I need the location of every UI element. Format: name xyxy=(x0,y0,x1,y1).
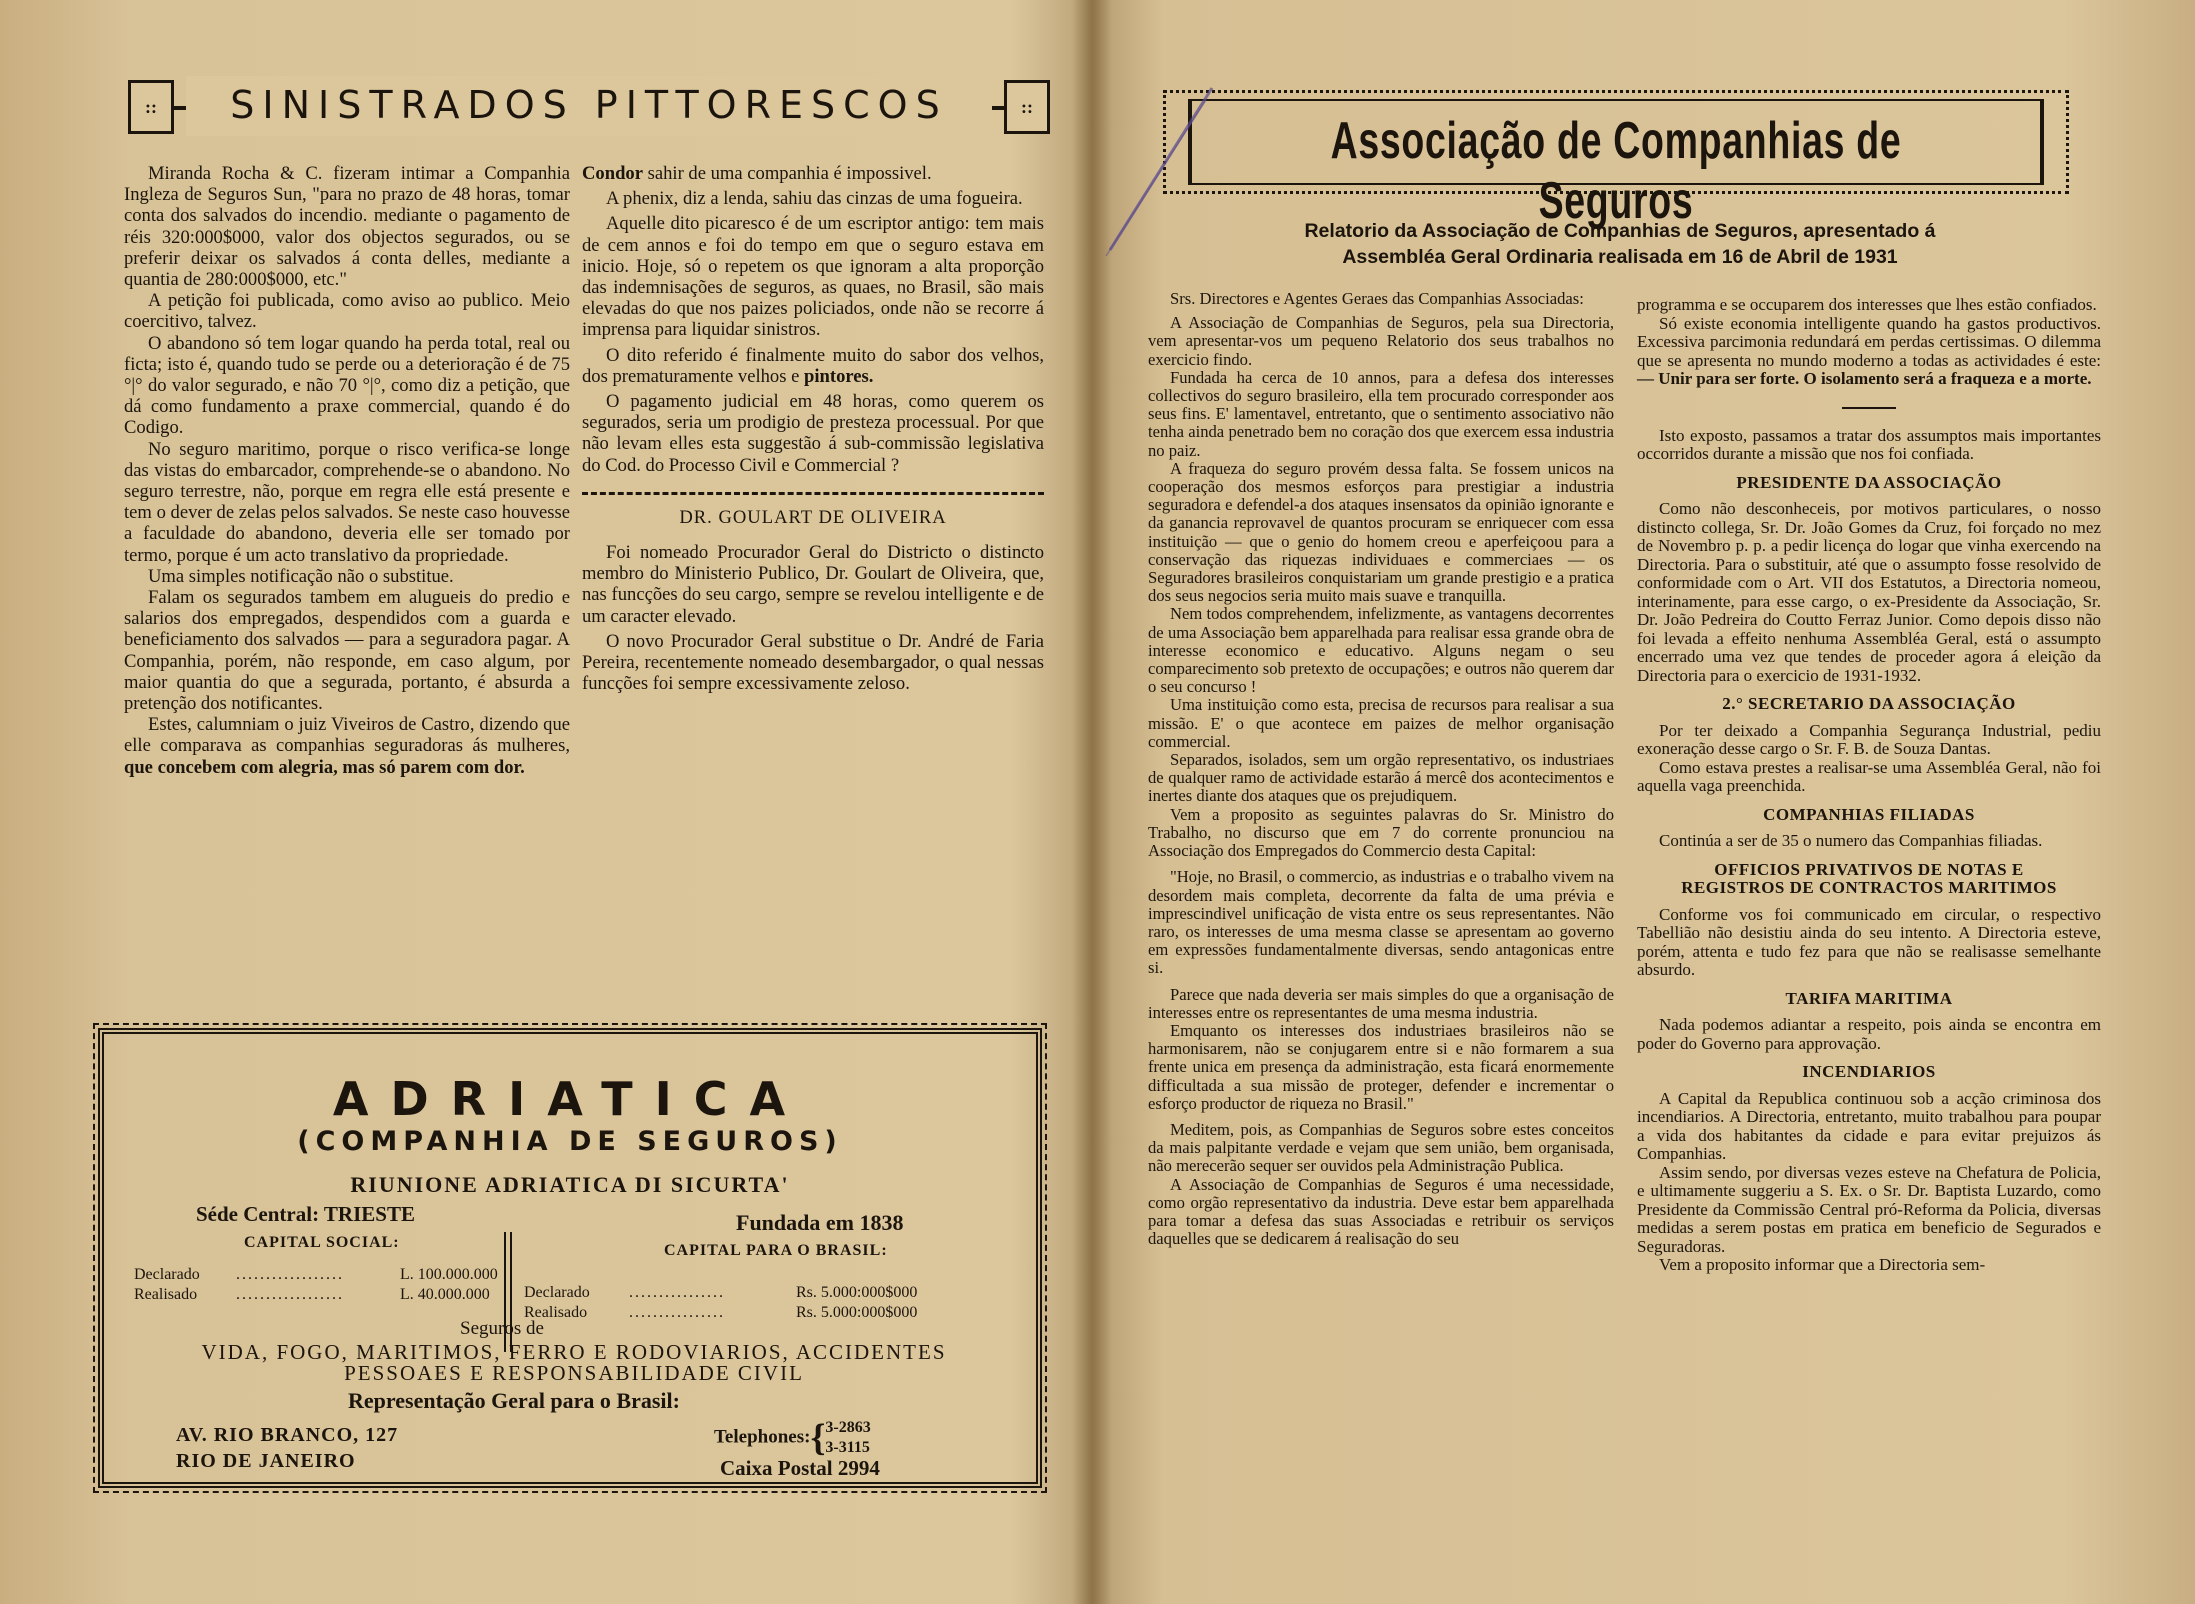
quote-paragraph: "Hoje, no Brasil, o commercio, as industrias e o trabalho vivem na desordem mais completa, decorrente da falta de uma prévia e imprescindivel unificação de vista entre os seus representantes. Não raro, os interesses de uma mesma classe se apresentam ao governo em expressões fundamentalmente diversas, sendo antagonicas entre si. xyxy=(1148,867,1614,978)
paragraph: O novo Procurador Geral substitue o Dr. André de Faria Pereira, recentemente nomeado desembargador, o qual nessas funcções foi sempre excessivamente zeloso. xyxy=(582,630,1044,695)
ad-dotted-leader: ................ xyxy=(629,1284,725,1301)
header-ornament-right: :: xyxy=(1004,80,1050,134)
paragraph: programma e se occuparem dos interesses que lhes estão confiados. xyxy=(1637,295,2097,314)
ad-realisado-value: L. 40.000.000 xyxy=(400,1286,490,1303)
article-column-1 xyxy=(124,163,570,778)
ad-brand: ADRIATICA xyxy=(332,1072,808,1126)
ad-riunione: RIUNIONE ADRIATICA DI SICURTA' xyxy=(350,1172,790,1197)
paragraph: Uma simples notificação não o substitue. xyxy=(148,565,454,587)
bold-word: pintores. xyxy=(804,365,874,387)
report-title-line2: Assembléa Geral Ordinaria realisada em 16 de Abril de 1931 xyxy=(1342,246,1898,268)
paragraph: Fundada ha cerca de 10 annos, para a defesa dos interesses collectivos do seguro brasileiro, ella tem procurado corresponder aos seus fins. E' lamentavel, entretanto, que o sentimento associativo não tenha ainda penetrado bem no coração dos que exercem essa industria no paiz. xyxy=(1148,367,1614,460)
paragraph xyxy=(582,345,1044,387)
paragraph: O pagamento judicial em 48 horas, como querem os segurados, seria um prodigio de presteza processual. Por que não levam elles esta suggestão á sub-commissão legislativa do Cod. do Processo Civil e Commercial ? xyxy=(582,391,1044,476)
adriatica-advertisement xyxy=(98,1028,1042,1488)
paragraph: Falam os segurados tambem em alugueis do predio e salarios dos empregados, despendidos com a guarda e beneficiamento dos salvados — para a seguradora pagar. A Companhia, porém, não responde, em caso algum, por maior quantia do que a segurada, portanto, é absurda a pretenção dos notificantes. xyxy=(124,587,570,715)
ad-realisado-label: Realisado xyxy=(134,1286,198,1303)
ad-seguros-de: Seguros de xyxy=(460,1318,544,1339)
subhead: PRESIDENTE DA ASSOCIAÇÃO xyxy=(1736,472,2002,492)
section-divider xyxy=(582,492,1044,495)
ad-line1: VIDA, FOGO, MARITIMOS, FERRO E RODOVIARIOS, ACCIDENTES xyxy=(201,1340,947,1364)
ad-phone1: 3-2863 xyxy=(825,1419,871,1436)
paragraph-text: sahir de uma companhia é impossivel. xyxy=(647,163,932,184)
paragraph: Nem todos comprehendem, infelizmente, as vantagens decorrentes de uma Associação bem apparelhada para realisar essa grande obra de interesse economico e educativo. Alguns negam o seu comparecimento sob pretexto de occupações; e outros não querem dar o seu concurso ! xyxy=(1148,604,1614,697)
paragraph: Assim sendo, por diversas vezes esteve na Chefatura de Policia, e ultimamente suggeriu a S. Ex. o Sr. Dr. Baptista Luzardo, como Presidente da Commissão Central pró-Reforma da Policia, diversas medidas a serem postas em pratica em beneficio de Segurados e Seguradoras. xyxy=(1637,1162,2101,1256)
paragraph: Vem a proposito informar que a Directoria sem- xyxy=(1659,1255,1986,1274)
paragraph: A Capital da Republica continuou sob a acção criminosa dos incendiarios. A Directoria, entretanto, muito trabalhou para poupar a vida dos habitantes da cidade e para evitar prejuizos ás Companhias. xyxy=(1637,1088,2101,1163)
paragraph: Isto exposto, passamos a tratar dos assumptos mais importantes occorridos durante a missão que nos foi confiada. xyxy=(1637,425,2101,463)
subhead: TARIFA MARITIMA xyxy=(1785,988,1953,1008)
paragraph: Uma instituição como esta, precisa de recursos para realisar a sua missão. E' o que acontece em paizes de melhor organisação commercial. xyxy=(1148,695,1614,751)
paragraph: A petição foi publicada, como aviso ao publico. Meio coercitivo, talvez. xyxy=(124,290,570,333)
report-title-line1: Relatorio da Associação de Companhias de Seguros, apresentado á xyxy=(1304,220,1936,242)
paragraph-text: Só existe economia intelligente quando ha gastos productivos. Excessiva parcimonia redundará em perdas certissimas. O dilemma que se apresenta no mundo moderno a todas as actividades é este: xyxy=(1637,313,2101,370)
paragraph: Emquanto os interesses dos industriaes brasileiros não se harmonisarem, não se conjugarem entre si e não formarem a sua frente unica em presença da administração, esta ficará enormemente difficultada a sua missão de proteger, defender e incrementar o esforço productor de riqueza no Brasil." xyxy=(1148,1020,1614,1113)
ad-br-declarado-label: Declarado xyxy=(524,1284,590,1301)
ad-telephones-block xyxy=(714,1418,871,1458)
paragraph: A fraqueza do seguro provém dessa falta. Se fossem unicos na cooperação dos mesmos esforços para prestigiar a industria seguradora e defendel-a dos ataques insensatos da opinião ignorante e da ganancia reprovavel de quantos procuram se enriquecer com essa instituição — que o genio do homem creou e aperfeiçoou para a conservação das riquezas individuaes e commerciaes — os Seguradores brasileiros conquistariam um grande prestigio e a pratica dos seus negocios seria muito mais suave e tranquilla. xyxy=(1148,458,1614,606)
subhead: COMPANHIAS FILIADAS xyxy=(1763,804,1975,824)
paragraph xyxy=(1637,315,2101,389)
bold-word: Condor xyxy=(582,163,643,184)
paragraph: Continúa a ser de 35 o numero das Companhias filiadas. xyxy=(1659,831,2043,850)
paragraph: Foi nomeado Procurador Geral do Districto o distincto membro do Ministerio Publico, Dr. Goulart de Oliveira, que, nas funcções do seu cargo, sempre se revelou intelligente e de um caracter elevado. xyxy=(582,542,1044,627)
ad-br-realisado-value: Rs. 5.000:000$000 xyxy=(796,1304,918,1321)
subhead: DR. GOULART DE OLIVEIRA xyxy=(679,506,947,528)
ad-declarado-value: L. 100.000.000 xyxy=(400,1266,498,1283)
paragraph: Vem a proposito as seguintes palavras do Sr. Ministro do Trabalho, no discurso que em 7 do corrente pronunciou na Associação dos Empregados do Commercio desta Capital: xyxy=(1148,804,1614,861)
ad-declarado-label: Declarado xyxy=(134,1266,200,1283)
paragraph-text: Estes, calumniam o juiz Viveiros de Castro, dizendo que elle comparava as companhias seguradoras ás mulheres, xyxy=(124,714,570,757)
ad-br-declarado-value: Rs. 5.000:000$000 xyxy=(796,1284,918,1301)
left-page xyxy=(0,0,1090,1604)
bold-phrase: — Unir para ser forte. O isolamento será a fraqueza e a morte. xyxy=(1637,369,2092,388)
paragraph-text: O dito referido é finalmente muito do sabor dos velhos, dos prematuramente velhos e xyxy=(582,344,1044,387)
ad-caixa-postal: Caixa Postal 2994 xyxy=(720,1456,880,1480)
ad-dotted-leader: .................. xyxy=(236,1266,344,1283)
paragraph: Por ter deixado a Companhia Segurança Industrial, pediu exoneração desse cargo o Sr. F. B. de Souza Dantas. xyxy=(1637,720,2101,758)
section-title: SINISTRADOS PITTORESCOS xyxy=(186,76,992,136)
pencil-mark xyxy=(1100,80,1220,260)
report-column-2 xyxy=(1637,296,2101,1275)
paragraph: Srs. Directores e Agentes Geraes das Companhias Associadas: xyxy=(1170,289,1584,308)
article-column-2 xyxy=(582,163,1044,694)
paragraph: Miranda Rocha & C. fizeram intimar a Companhia Ingleza de Seguros Sun, "para no prazo de 48 horas, tomar conta dos salvados do incendio. mediante o pagamento de réis 320:000$000, valor dos objectos segurados, ou se preferir deixar os salvados á conta delles, mediante a quantia de 280:000$000, etc." xyxy=(124,163,570,291)
right-section-title: Associação de Companhias de Seguros xyxy=(1330,112,1902,230)
ad-dotted-leader: ................ xyxy=(629,1304,725,1321)
subhead: OFFICIOS PRIVATIVOS DE NOTAS E REGISTROS DE CONTRACTOS MARITIMOS xyxy=(1681,859,2057,897)
paragraph: No seguro maritimo, porque o risco verifica-se longe das vistas do embarcador, comprehende-se o abandono. No seguro terrestre, não, porque em regra elle está presente e tem o dever de zelas pelos salvados. Se neste caso houvesse a faculdade do abandono, deveria elle ser tomado por termo, porque é um acto translativo da propriedade. xyxy=(124,438,570,566)
short-divider xyxy=(1842,407,1896,409)
ad-lines-of-business xyxy=(164,1342,984,1384)
bold-phrase: que concebem com alegria, mas só parem com dor. xyxy=(124,756,525,778)
header-inner-frame xyxy=(1188,99,2044,230)
paragraph: Nada podemos adiantar a respeito, pois ainda se encontra em poder do Governo para approvação. xyxy=(1637,1015,2101,1053)
ad-phone2: 3-3115 xyxy=(825,1439,870,1456)
paragraph: Meditem, pois, as Companhias de Seguros sobre estes conceitos da mais palpitante verdade e vejam que sem união, bem organisada, não merecerão sequer ser ouvidos pela Administração Publica. xyxy=(1148,1119,1614,1176)
ad-capital-brasil: CAPITAL PARA O BRASIL: xyxy=(664,1242,888,1259)
brace-glyph: { xyxy=(810,1417,826,1459)
subhead: 2.° SECRETARIO DA ASSOCIAÇÃO xyxy=(1722,694,2016,713)
paragraph xyxy=(582,163,1044,184)
ad-line2: PESSOAES E RESPONSABILIDADE CIVIL xyxy=(344,1361,804,1385)
paragraph: Aquelle dito picaresco é de um escriptor antigo: tem mais de cem annos e foi do tempo em que o seguro estava em inicio. Hoje, só o repetem os que ignoram a alta proporção das indemnisações de seguros, as quaes, no Brasil, são mais elevadas do que nos paizes policiados, onde não se recorre á imprensa para liquidar sinistros. xyxy=(582,213,1044,341)
ad-address1: AV. RIO BRANCO, 127 xyxy=(176,1424,399,1446)
paragraph xyxy=(124,714,570,778)
header-ornament-left: :: xyxy=(128,80,174,134)
report-column-1 xyxy=(1148,290,1614,1248)
paragraph: A Associação de Companhias de Seguros, pela sua Directoria, vem apresentar-vos um pequeno Relatorio dos seus trabalhos no exercicio findo. xyxy=(1148,313,1614,369)
report-title xyxy=(1190,218,2050,270)
right-header-frame xyxy=(1163,90,2069,230)
ad-sede: Séde Central: TRIESTE xyxy=(196,1202,415,1226)
subhead: INCENDIARIOS xyxy=(1802,1062,1936,1081)
ad-br-realisado-label: Realisado xyxy=(524,1304,588,1321)
ad-representacao: Representação Geral para o Brasil: xyxy=(348,1388,680,1413)
paragraph: A Associação de Companhias de Seguros é uma necessidade, como orgão representativo da industria. Deve estar bem apparelhada para tomar a defesa das suas Associadas e retribuir os serviços daquelles que se dedicarem á realisação do seu xyxy=(1148,1174,1614,1249)
paragraph: Separados, isolados, sem um orgão representativo, os industriaes de qualquer ramo de actividade estarão á mercê dos acontecimentos e inertes diante dos ataques que os prejudiquem. xyxy=(1148,750,1614,806)
ad-address2: RIO DE JANEIRO xyxy=(176,1450,356,1472)
paragraph: Parece que nada deveria ser mais simples do que a organisação de interesses entre os representantes de uma mesma industria. xyxy=(1148,984,1614,1022)
ad-telephones-label: Telephones: xyxy=(714,1426,811,1448)
section-header xyxy=(128,68,1050,150)
ad-capital-social: CAPITAL SOCIAL: xyxy=(244,1234,400,1251)
ad-subtitle: (COMPANHIA DE SEGUROS) xyxy=(297,1126,843,1157)
ad-dotted-leader: .................. xyxy=(236,1286,344,1303)
paragraph: A phenix, diz a lenda, sahiu das cinzas de uma fogueira. xyxy=(606,188,1023,210)
paragraph: Como não desconheceis, por motivos particulares, o nosso distincto collega, Sr. Dr. João Gomes da Cruz, foi forçado no mez de Novembro p. p. a pedir licença do logar que vinha exercendo na Directoria. Para o substituir, até que o assumpto fosse resolvido de conformidade com o Art. VII dos Estatutos, a Directoria nomeou, interinamente, para esse cargo, o ex-Presidente da Associação, Sr. Dr. João Pedreira do Coutto Ferraz Junior. Como depois disso não foi levada a effeito nenhuma Assembléa Geral, está o assumpto encerrado uma vez que tendes de proceder agora á eleição da Directoria para o exercicio de 1931-1932. xyxy=(1637,499,2101,685)
paragraph: Como estava prestes a realisar-se uma Assembléa Geral, não foi aquella vaga preenchida. xyxy=(1637,757,2101,795)
paragraph: Conforme vos foi communicado em circular, o respectivo Tabellião não desistiu ainda do seu intento. A Directoria esteve, porém, attenta e tudo fez para que não se realisasse semelhante absurdo. xyxy=(1637,904,2101,979)
ad-fundada: Fundada em 1838 xyxy=(736,1210,904,1235)
paragraph: O abandono só tem logar quando ha perda total, real ou ficta; isto é, quando tudo se perde ou a deterioração é de 75 °|° do valor segurado, e não 70 °|°, como diz a petição, que dá como fundamento a praxe commercial, quando é do Codigo. xyxy=(124,332,570,439)
